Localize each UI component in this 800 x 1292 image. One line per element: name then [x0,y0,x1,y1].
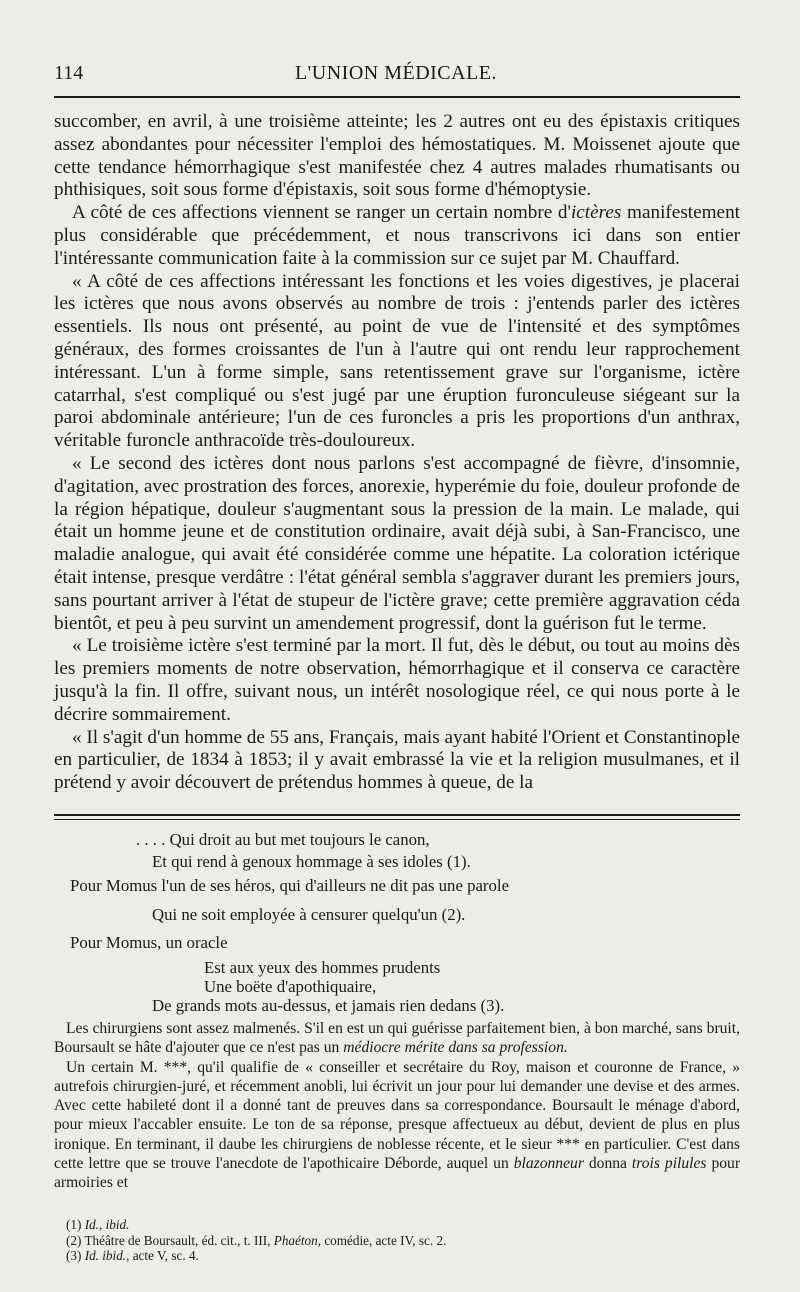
footnote [66,1248,726,1264]
footnote-text: , acte V, sc. 4. [126,1248,199,1263]
page-number: 114 [54,62,84,84]
running-header [54,62,738,90]
verse-line: Qui ne soit employée à censurer quelqu'un (2). [152,905,466,924]
text-run: Les chirurgiens sont assez malmenés. S'il en est un qui guérisse parfaitement bien, à bon marché, sans bruit, Boursault se hâte d'ajouter que ce n'est pas un [54,1020,740,1057]
footnote-text: , comédie, acte IV, sc. 2. [317,1232,447,1248]
footnote-text: Id., ibid. [84,1217,130,1232]
footnote-title: Phaéton [273,1232,318,1248]
paragraph: succomber, en avril, à une troisième atteinte; les 2 autres ont eu des épistaxis critiques assez abondantes pour nécessiter l'emploi des hémostatiques. M. Moissenet ajoute que cette tendance hémorrhagique s'est manifestée chez 4 autres malades rhumatisants ou phthisiques, soit sous forme d'épistaxis, soit sous forme d'hémoptysie. [54,111,740,201]
header-rule [54,96,740,98]
paragraph [54,202,740,270]
text-run: manifestement plus considérable que précédemment, et nous transcrivons ici dans son entier l'intéressante communication faite à la commission sur ce sujet par M. Chauffard. [54,202,740,269]
text-run: pour armoiries et [54,1155,741,1192]
main-text [54,111,740,795]
verse-line: Pour Momus, un oracle [70,933,228,952]
italic-term: ictères [570,202,622,224]
footnote [66,1233,726,1249]
feuilleton-text [54,1019,740,1193]
italic-phrase: médiocre mérite dans sa profession. [343,1039,568,1057]
footnote [66,1217,726,1233]
section-divider [54,814,740,816]
verse-line: Pour Momus l'un de ses héros, qui d'ailleurs ne dit pas une parole [70,876,510,895]
paragraph [54,1019,740,1058]
footnote-number: (3) [66,1248,85,1263]
paragraph: « A côté de ces affections intéressant les fonctions et les voies digestives, je placerai les ictères que nous avons observés au nombre de trois : j'entends parler des ictères essentiels. Ils nous ont présenté, au point de vue de l'intensité et des symptômes généraux, des formes croissantes de l'un à l'autre qui ont rendu leur rapprochement intéressant. L'un à forme simple, sans retentissement grave sur l'organisme, ictère catarrhal, s'est compliqué ou s'est jugé par une éruption furonculeuse siégeant sur la paroi abdominale antérieure; l'un de ces furoncles a pris les proportions d'un anthrax, véritable furoncle anthracoïde très-douloureux. [54,270,740,452]
paragraph: « Le troisième ictère s'est terminé par la mort. Il fut, dès le début, ou tout au moins dès les premiers moments de notre observation, hémorrhagique et il conserva ce caractère jusqu'à la fin. Il offre, suivant nous, un intérêt nosologique réel, ce qui nous porte à le décrire sommairement. [54,635,740,725]
italic-term: trois pilules [631,1155,707,1173]
footnote-number: (1) [66,1217,85,1232]
paragraph: « Le second des ictères dont nous parlons s'est accompagné de fièvre, d'insomnie, d'agitation, avec prostration des forces, anorexie, hyperémie du foie, douleur profonde de la région hépatique, douleur s'augmentant sous la pression de la main. Le malade, qui était un homme jeune et de constitution ordinaire, avait déjà subi, à San-Francisco, une maladie analogue, qui avait été considérée comme une hépatite. La coloration ictérique était intense, presque verdâtre : l'état général sembla s'aggraver durant les premiers jours, sans pourtant arriver à l'état de stupeur de l'ictère grave; cette première aggravation céda bientôt, et peu à peu survint un amendement progressif, dont la guérison fut le terme. [54,452,740,634]
verse-line: Et qui rend à genoux hommage à ses idoles (1). [152,852,471,871]
italic-term: blazonneur [513,1155,584,1173]
verse-line: De grands mots au-dessus, et jamais rien dedans (3). [152,996,505,1015]
footnote-number: (2) [66,1232,85,1248]
verse-line: Est aux yeux des hommes prudents [204,958,441,977]
footnotes [66,1217,726,1264]
text-run: donna [583,1155,632,1173]
paragraph: « Il s'agit d'un homme de 55 ans, Français, mais ayant habité l'Orient et Constantinople en particulier, de 1834 à 1853; il y avait embrassé la vie et la religion musulmanes, et il prétend y avoir découvert de prétendus hommes à queue, de la [54,726,740,794]
text-run: Un certain M. ***, qu'il qualifie de « conseiller et secrétaire du Roy, maison et couronne de France, » autrefois chirurgien-juré, et récemment anobli, lui écrivit un jour pour lui demander une devise et des armes. Avec cette habileté dont il a donné tant de preuves dans sa correspondance. Boursault le ménage d'abord, pour mieux l'accabler ensuite. Le ton de sa réponse, presque affectueux au début, devient de plus en plus ironique. En terminant, il daube les chirurgiens de noblesse récente, et le sieur *** en particulier. C'est dans cette lettre que se trouve l'anecdote de l'apothicaire Déborde, auquel un [54,1058,740,1173]
text-run: A côté de ces affections viennent se ranger un certain nombre d' [72,202,571,224]
journal-title: L'UNION MÉDICALE. [294,62,498,84]
paragraph [54,1058,740,1193]
section-divider-thin [54,819,740,820]
footnote-text: Id. ibid. [84,1248,127,1263]
footnote-text: Théâtre de Boursault, éd. cit., t. III, [84,1232,274,1248]
verse-line: Une boëte d'apothiquaire, [204,977,377,996]
verse-line: . . . . Qui droit au but met toujours le canon, [136,830,430,849]
